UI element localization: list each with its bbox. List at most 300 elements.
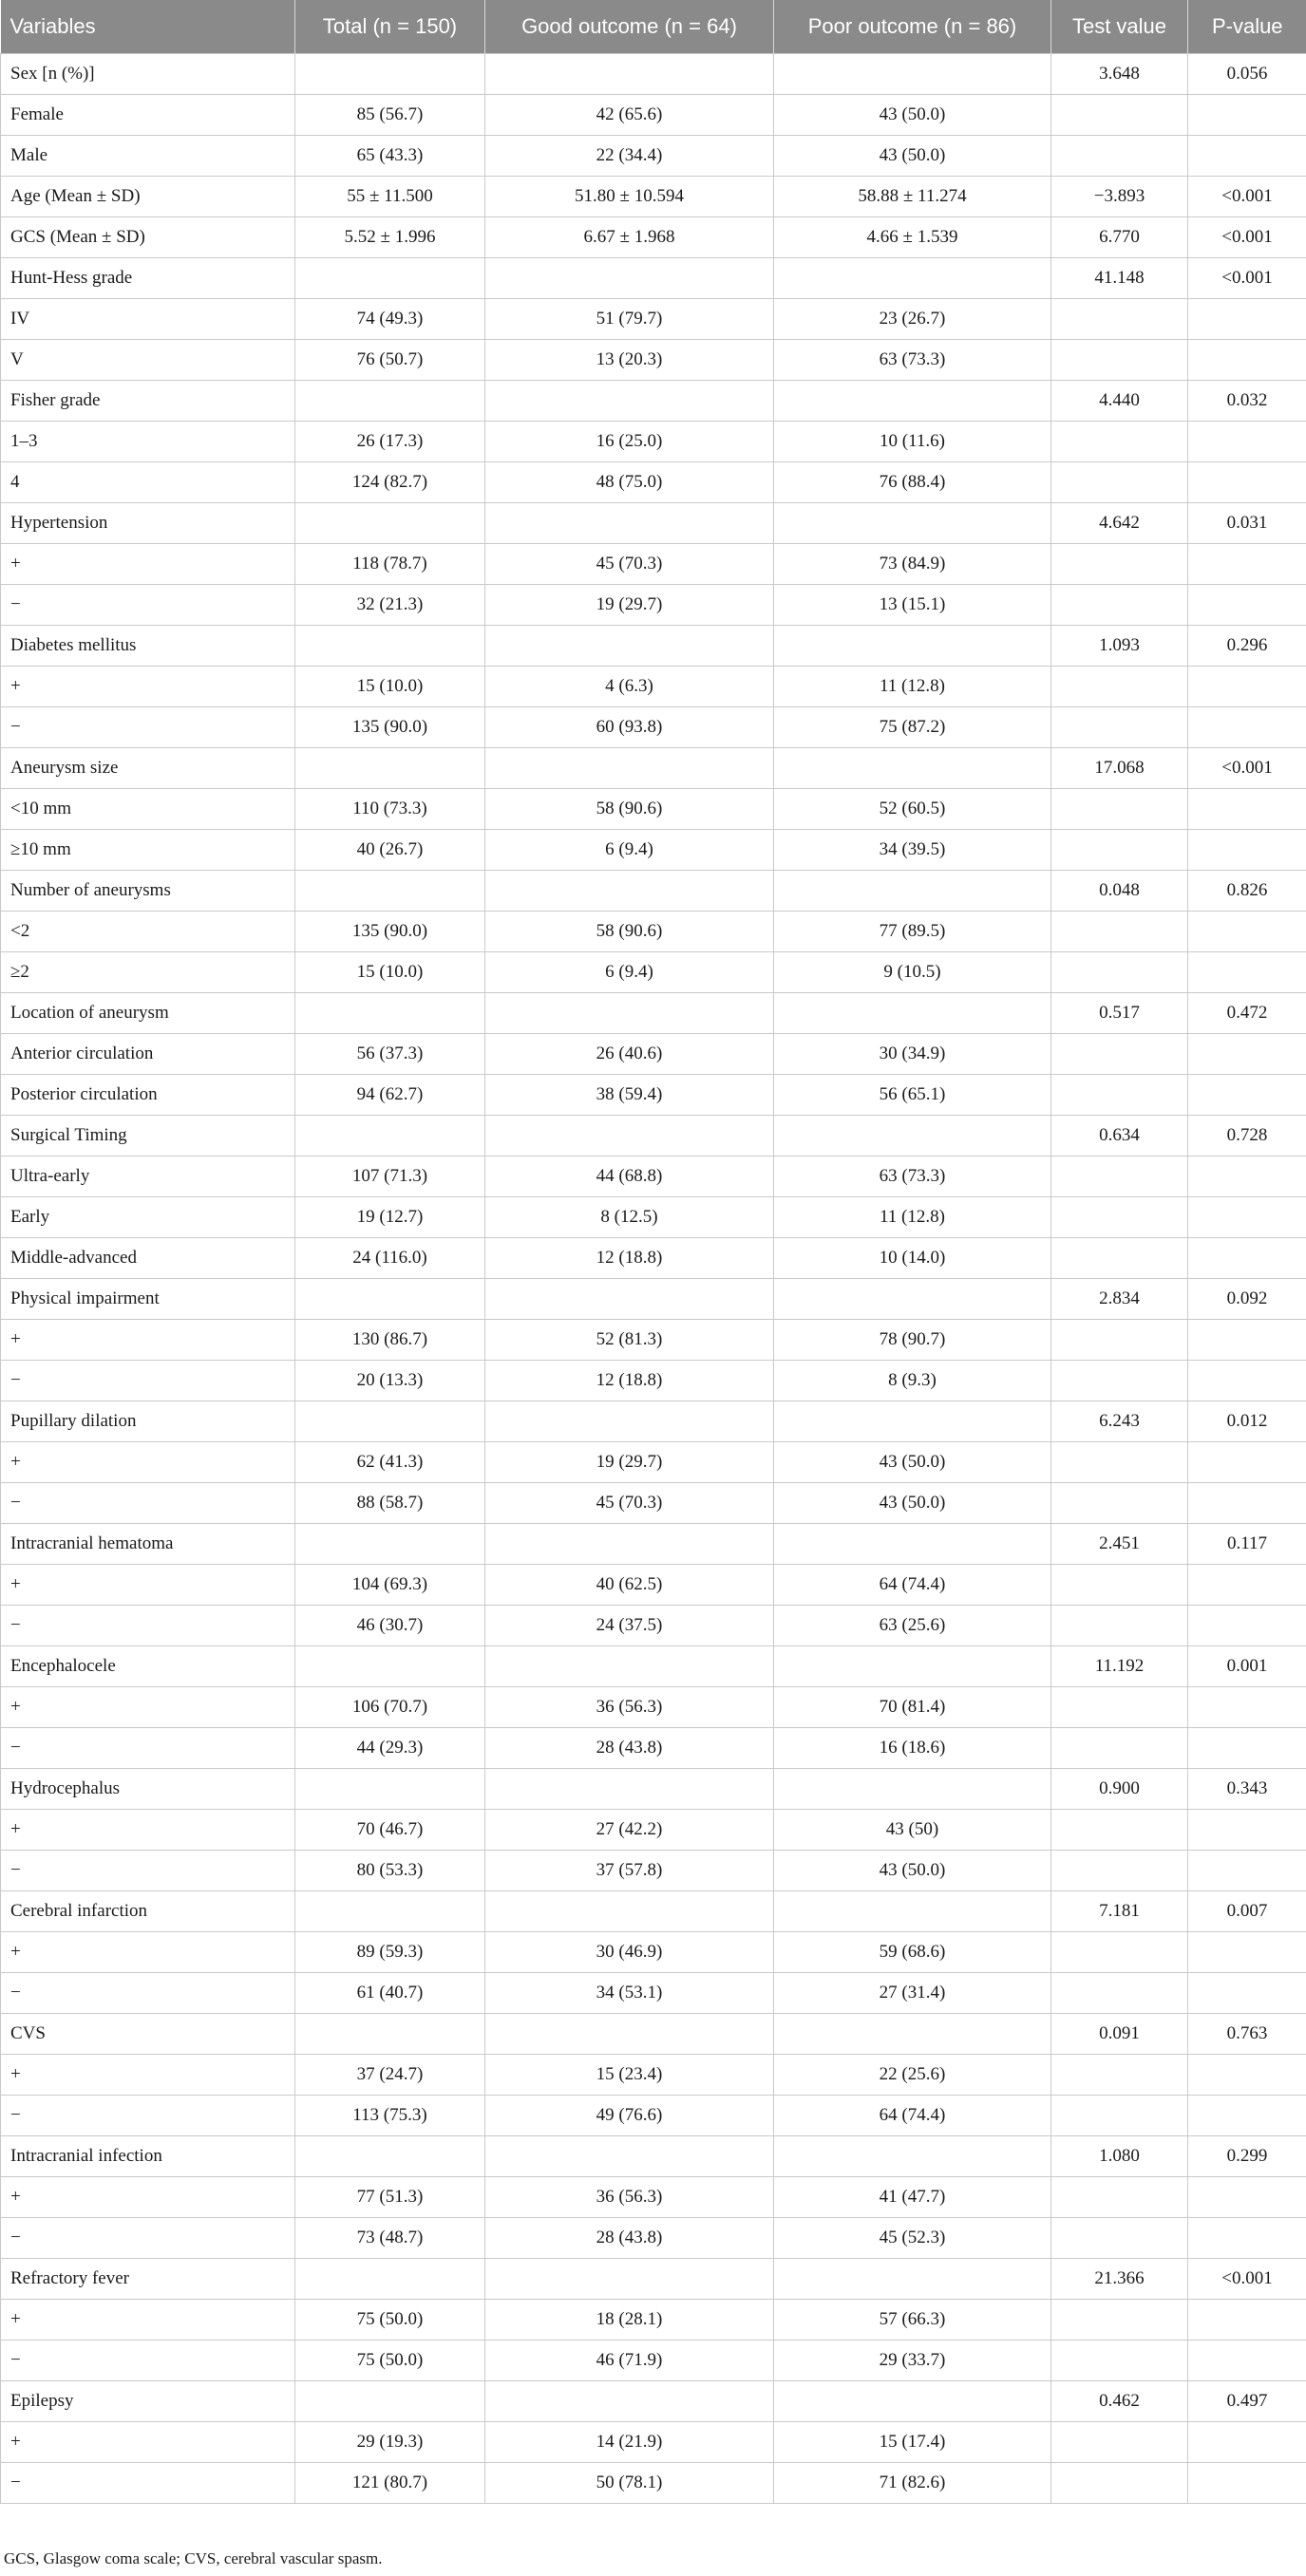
- cell-poor-outcome: [774, 1890, 1051, 1931]
- cell-poor-outcome: 77 (89.5): [774, 911, 1051, 951]
- cell-test-value: [1051, 421, 1188, 461]
- cell-p-value: [1188, 1441, 1306, 1482]
- cell-variable: +: [1, 2176, 295, 2217]
- table-row: [1, 94, 1306, 135]
- cell-total: 73 (48.7): [295, 2217, 485, 2258]
- cell-good-outcome: [485, 1278, 774, 1319]
- cell-variable: GCS (Mean ± SD): [1, 216, 295, 257]
- cell-good-outcome: [485, 2258, 774, 2299]
- cell-total: 24 (116.0): [295, 1237, 485, 1278]
- header-row: [1, 0, 1306, 53]
- cell-variable: Male: [1, 135, 295, 176]
- table-row: [1, 625, 1306, 666]
- table-row: [1, 2013, 1306, 2054]
- cell-p-value: 0.343: [1188, 1768, 1306, 1809]
- cell-variable: 1–3: [1, 421, 295, 461]
- cell-p-value: [1188, 1360, 1306, 1401]
- cell-poor-outcome: 57 (66.3): [774, 2299, 1051, 2340]
- cell-variable: +: [1, 1441, 295, 1482]
- cell-test-value: [1051, 1033, 1188, 1074]
- cell-variable: −: [1, 1482, 295, 1523]
- cell-p-value: 0.826: [1188, 870, 1306, 911]
- cell-variable: +: [1, 2299, 295, 2340]
- cell-p-value: [1188, 911, 1306, 951]
- cell-test-value: 1.093: [1051, 625, 1188, 666]
- cell-test-value: [1051, 1727, 1188, 1768]
- cell-p-value: [1188, 2054, 1306, 2095]
- cell-test-value: 2.451: [1051, 1523, 1188, 1564]
- table-row: [1, 1074, 1306, 1115]
- cell-variable: Physical impairment: [1, 1278, 295, 1319]
- table-row: [1, 2135, 1306, 2176]
- cell-p-value: 0.007: [1188, 1890, 1306, 1931]
- cell-total: 46 (30.7): [295, 1605, 485, 1645]
- table-row: [1, 788, 1306, 829]
- cell-test-value: [1051, 1237, 1188, 1278]
- cell-p-value: [1188, 1237, 1306, 1278]
- cell-good-outcome: 6.67 ± 1.968: [485, 216, 774, 257]
- cell-p-value: [1188, 788, 1306, 829]
- cell-total: 88 (58.7): [295, 1482, 485, 1523]
- cell-p-value: [1188, 2095, 1306, 2135]
- table-row: [1, 1401, 1306, 1441]
- cell-variable: <10 mm: [1, 788, 295, 829]
- cell-variable: −: [1, 2095, 295, 2135]
- cell-total: [295, 2013, 485, 2054]
- cell-poor-outcome: [774, 53, 1051, 94]
- cell-test-value: 1.080: [1051, 2135, 1188, 2176]
- cell-test-value: [1051, 1605, 1188, 1645]
- cell-total: 29 (19.3): [295, 2421, 485, 2462]
- cell-total: 135 (90.0): [295, 911, 485, 951]
- cell-p-value: [1188, 666, 1306, 706]
- cell-good-outcome: 22 (34.4): [485, 135, 774, 176]
- cell-test-value: [1051, 584, 1188, 625]
- cell-test-value: 0.517: [1051, 992, 1188, 1033]
- cell-variable: +: [1, 1319, 295, 1360]
- cell-p-value: 0.296: [1188, 625, 1306, 666]
- cell-poor-outcome: [774, 380, 1051, 421]
- cell-good-outcome: 52 (81.3): [485, 1319, 774, 1360]
- cell-poor-outcome: 63 (25.6): [774, 1605, 1051, 1645]
- cell-test-value: 0.634: [1051, 1115, 1188, 1156]
- cell-poor-outcome: [774, 2258, 1051, 2299]
- cell-total: 135 (90.0): [295, 706, 485, 747]
- cell-good-outcome: 40 (62.5): [485, 1564, 774, 1605]
- cell-good-outcome: 12 (18.8): [485, 1360, 774, 1401]
- cell-variable: +: [1, 1809, 295, 1850]
- cell-test-value: [1051, 2217, 1188, 2258]
- cell-variable: −: [1, 2217, 295, 2258]
- cell-test-value: [1051, 339, 1188, 380]
- cell-variable: ≥10 mm: [1, 829, 295, 870]
- cell-variable: Age (Mean ± SD): [1, 176, 295, 216]
- cell-variable: Cerebral infarction: [1, 1890, 295, 1931]
- cell-total: 37 (24.7): [295, 2054, 485, 2095]
- table-row: [1, 421, 1306, 461]
- cell-poor-outcome: [774, 2380, 1051, 2421]
- cell-good-outcome: [485, 625, 774, 666]
- cell-good-outcome: [485, 1890, 774, 1931]
- cell-p-value: [1188, 1686, 1306, 1727]
- cell-total: 74 (49.3): [295, 298, 485, 339]
- cell-total: 75 (50.0): [295, 2340, 485, 2380]
- cell-p-value: [1188, 584, 1306, 625]
- cell-p-value: <0.001: [1188, 2258, 1306, 2299]
- table-row: [1, 829, 1306, 870]
- cell-total: 40 (26.7): [295, 829, 485, 870]
- cell-variable: −: [1, 1605, 295, 1645]
- cell-p-value: [1188, 1972, 1306, 2013]
- cell-poor-outcome: 43 (50.0): [774, 1850, 1051, 1890]
- cell-total: 15 (10.0): [295, 666, 485, 706]
- table-row: [1, 1482, 1306, 1523]
- table-row: [1, 2299, 1306, 2340]
- cell-p-value: [1188, 2176, 1306, 2217]
- cell-poor-outcome: 58.88 ± 11.274: [774, 176, 1051, 216]
- cell-p-value: [1188, 298, 1306, 339]
- cell-p-value: [1188, 461, 1306, 502]
- cell-variable: Number of aneurysms: [1, 870, 295, 911]
- cell-variable: −: [1, 2340, 295, 2380]
- cell-test-value: [1051, 1319, 1188, 1360]
- cell-p-value: [1188, 2217, 1306, 2258]
- table-row: [1, 2217, 1306, 2258]
- cell-good-outcome: [485, 1401, 774, 1441]
- header-p-value: P-value: [1188, 0, 1306, 53]
- cell-test-value: [1051, 829, 1188, 870]
- table-row: [1, 2421, 1306, 2462]
- cell-total: 130 (86.7): [295, 1319, 485, 1360]
- cell-poor-outcome: [774, 992, 1051, 1033]
- cell-total: 85 (56.7): [295, 94, 485, 135]
- cell-poor-outcome: 11 (12.8): [774, 666, 1051, 706]
- cell-poor-outcome: 75 (87.2): [774, 706, 1051, 747]
- table-row: [1, 1605, 1306, 1645]
- cell-variable: 4: [1, 461, 295, 502]
- cell-test-value: 0.900: [1051, 1768, 1188, 1809]
- cell-total: [295, 992, 485, 1033]
- cell-good-outcome: 49 (76.6): [485, 2095, 774, 2135]
- cell-total: [295, 1768, 485, 1809]
- cell-p-value: [1188, 1809, 1306, 1850]
- cell-good-outcome: [485, 1115, 774, 1156]
- cell-variable: −: [1, 1360, 295, 1401]
- cell-variable: −: [1, 584, 295, 625]
- cell-test-value: [1051, 1564, 1188, 1605]
- cell-p-value: [1188, 951, 1306, 992]
- cell-p-value: [1188, 543, 1306, 584]
- cell-poor-outcome: 34 (39.5): [774, 829, 1051, 870]
- cell-variable: Hypertension: [1, 502, 295, 543]
- cell-good-outcome: 18 (28.1): [485, 2299, 774, 2340]
- cell-p-value: [1188, 1564, 1306, 1605]
- cell-poor-outcome: 13 (15.1): [774, 584, 1051, 625]
- cell-good-outcome: 37 (57.8): [485, 1850, 774, 1890]
- cell-poor-outcome: 59 (68.6): [774, 1931, 1051, 1972]
- cell-variable: Surgical Timing: [1, 1115, 295, 1156]
- cell-poor-outcome: 27 (31.4): [774, 1972, 1051, 2013]
- cell-total: [295, 747, 485, 788]
- cell-p-value: [1188, 829, 1306, 870]
- cell-test-value: [1051, 543, 1188, 584]
- cell-test-value: [1051, 2421, 1188, 2462]
- cell-test-value: 0.048: [1051, 870, 1188, 911]
- cell-test-value: [1051, 911, 1188, 951]
- cell-good-outcome: [485, 2135, 774, 2176]
- table-row: [1, 543, 1306, 584]
- cell-test-value: [1051, 1972, 1188, 2013]
- cell-test-value: 0.462: [1051, 2380, 1188, 2421]
- table-row: [1, 2258, 1306, 2299]
- cell-variable: V: [1, 339, 295, 380]
- cell-good-outcome: 58 (90.6): [485, 788, 774, 829]
- cell-test-value: 17.068: [1051, 747, 1188, 788]
- cell-good-outcome: [485, 2380, 774, 2421]
- cell-variable: −: [1, 2462, 295, 2503]
- table-row: [1, 1645, 1306, 1686]
- cell-p-value: 0.763: [1188, 2013, 1306, 2054]
- cell-good-outcome: 36 (56.3): [485, 1686, 774, 1727]
- table-row: [1, 992, 1306, 1033]
- cell-test-value: −3.893: [1051, 176, 1188, 216]
- cell-total: [295, 53, 485, 94]
- cell-p-value: [1188, 135, 1306, 176]
- cell-good-outcome: 36 (56.3): [485, 2176, 774, 2217]
- cell-test-value: [1051, 1441, 1188, 1482]
- cell-variable: Posterior circulation: [1, 1074, 295, 1115]
- cell-total: 26 (17.3): [295, 421, 485, 461]
- table-row: [1, 1523, 1306, 1564]
- cell-good-outcome: [485, 1523, 774, 1564]
- cell-total: 70 (46.7): [295, 1809, 485, 1850]
- table-row: [1, 2054, 1306, 2095]
- cell-poor-outcome: 10 (14.0): [774, 1237, 1051, 1278]
- cell-poor-outcome: 43 (50.0): [774, 1482, 1051, 1523]
- table-row: [1, 706, 1306, 747]
- cell-poor-outcome: 45 (52.3): [774, 2217, 1051, 2258]
- cell-good-outcome: 14 (21.9): [485, 2421, 774, 2462]
- cell-variable: Sex [n (%)]: [1, 53, 295, 94]
- cell-total: 80 (53.3): [295, 1850, 485, 1890]
- cell-variable: −: [1, 1850, 295, 1890]
- cell-total: [295, 1645, 485, 1686]
- cell-p-value: [1188, 339, 1306, 380]
- table-footnote: GCS, Glasgow coma scale; CVS, cerebral vascular spasm.: [4, 2549, 383, 2567]
- cell-variable: Hydrocephalus: [1, 1768, 295, 1809]
- table-row: [1, 1727, 1306, 1768]
- table-row: [1, 1972, 1306, 2013]
- cell-total: 19 (12.7): [295, 1196, 485, 1237]
- cell-poor-outcome: 64 (74.4): [774, 1564, 1051, 1605]
- cell-test-value: [1051, 2176, 1188, 2217]
- cell-p-value: 0.001: [1188, 1645, 1306, 1686]
- cell-test-value: [1051, 666, 1188, 706]
- cell-poor-outcome: [774, 625, 1051, 666]
- cell-test-value: [1051, 1360, 1188, 1401]
- cell-variable: Middle-advanced: [1, 1237, 295, 1278]
- cell-good-outcome: 42 (65.6): [485, 94, 774, 135]
- cell-total: [295, 1523, 485, 1564]
- table-row: [1, 135, 1306, 176]
- cell-good-outcome: 50 (78.1): [485, 2462, 774, 2503]
- cell-good-outcome: 46 (71.9): [485, 2340, 774, 2380]
- cell-poor-outcome: 4.66 ± 1.539: [774, 216, 1051, 257]
- cell-good-outcome: 51.80 ± 10.594: [485, 176, 774, 216]
- cell-good-outcome: 4 (6.3): [485, 666, 774, 706]
- cell-poor-outcome: 64 (74.4): [774, 2095, 1051, 2135]
- cell-poor-outcome: 9 (10.5): [774, 951, 1051, 992]
- cell-variable: +: [1, 1931, 295, 1972]
- cell-good-outcome: 19 (29.7): [485, 1441, 774, 1482]
- cell-test-value: [1051, 2340, 1188, 2380]
- cell-poor-outcome: 71 (82.6): [774, 2462, 1051, 2503]
- cell-p-value: [1188, 1931, 1306, 1972]
- table-row: [1, 461, 1306, 502]
- cell-p-value: [1188, 1482, 1306, 1523]
- cell-variable: Pupillary dilation: [1, 1401, 295, 1441]
- cell-total: 5.52 ± 1.996: [295, 216, 485, 257]
- cell-total: 56 (37.3): [295, 1033, 485, 1074]
- table-row: [1, 2095, 1306, 2135]
- table-row: [1, 298, 1306, 339]
- cell-total: [295, 1115, 485, 1156]
- cell-poor-outcome: 29 (33.7): [774, 2340, 1051, 2380]
- cell-total: 113 (75.3): [295, 2095, 485, 2135]
- cell-good-outcome: 6 (9.4): [485, 829, 774, 870]
- cell-good-outcome: 58 (90.6): [485, 911, 774, 951]
- cell-poor-outcome: 10 (11.6): [774, 421, 1051, 461]
- cell-good-outcome: 6 (9.4): [485, 951, 774, 992]
- cell-variable: Encephalocele: [1, 1645, 295, 1686]
- cell-good-outcome: 44 (68.8): [485, 1156, 774, 1196]
- cell-poor-outcome: 15 (17.4): [774, 2421, 1051, 2462]
- cell-total: [295, 1890, 485, 1931]
- cell-test-value: [1051, 2054, 1188, 2095]
- table-header: [1, 0, 1306, 53]
- cell-p-value: [1188, 1196, 1306, 1237]
- table-row: [1, 216, 1306, 257]
- cell-poor-outcome: [774, 870, 1051, 911]
- cell-p-value: [1188, 2299, 1306, 2340]
- cell-variable: <2: [1, 911, 295, 951]
- cell-variable: Aneurysm size: [1, 747, 295, 788]
- cell-good-outcome: 38 (59.4): [485, 1074, 774, 1115]
- cell-good-outcome: [485, 380, 774, 421]
- cell-poor-outcome: [774, 1768, 1051, 1809]
- cell-variable: Anterior circulation: [1, 1033, 295, 1074]
- cell-total: 121 (80.7): [295, 2462, 485, 2503]
- header-total: Total (n = 150): [295, 0, 485, 53]
- cell-poor-outcome: 63 (73.3): [774, 1156, 1051, 1196]
- cell-p-value: 0.032: [1188, 380, 1306, 421]
- table-row: [1, 1809, 1306, 1850]
- cell-good-outcome: [485, 2013, 774, 2054]
- cell-p-value: [1188, 1727, 1306, 1768]
- cell-good-outcome: 60 (93.8): [485, 706, 774, 747]
- cell-total: 89 (59.3): [295, 1931, 485, 1972]
- cell-poor-outcome: 56 (65.1): [774, 1074, 1051, 1115]
- cell-p-value: [1188, 2421, 1306, 2462]
- cell-poor-outcome: [774, 1115, 1051, 1156]
- cell-total: [295, 2135, 485, 2176]
- header-test-value: Test value: [1051, 0, 1188, 53]
- cell-total: 106 (70.7): [295, 1686, 485, 1727]
- cell-test-value: [1051, 1156, 1188, 1196]
- cell-variable: Intracranial infection: [1, 2135, 295, 2176]
- cell-p-value: [1188, 2340, 1306, 2380]
- cell-variable: Epilepsy: [1, 2380, 295, 2421]
- cell-poor-outcome: 78 (90.7): [774, 1319, 1051, 1360]
- cell-p-value: 0.117: [1188, 1523, 1306, 1564]
- cell-total: 118 (78.7): [295, 543, 485, 584]
- cell-variable: −: [1, 1972, 295, 2013]
- cell-p-value: <0.001: [1188, 257, 1306, 298]
- cell-good-outcome: 13 (20.3): [485, 339, 774, 380]
- cell-poor-outcome: 22 (25.6): [774, 2054, 1051, 2095]
- cell-poor-outcome: 43 (50.0): [774, 94, 1051, 135]
- cell-poor-outcome: 76 (88.4): [774, 461, 1051, 502]
- cell-good-outcome: 27 (42.2): [485, 1809, 774, 1850]
- table-body: [1, 53, 1306, 2503]
- cell-test-value: 3.648: [1051, 53, 1188, 94]
- cell-p-value: <0.001: [1188, 747, 1306, 788]
- table-row: [1, 584, 1306, 625]
- cell-good-outcome: 48 (75.0): [485, 461, 774, 502]
- table-row: [1, 502, 1306, 543]
- cell-test-value: 7.181: [1051, 1890, 1188, 1931]
- table-row: [1, 1686, 1306, 1727]
- cell-total: 77 (51.3): [295, 2176, 485, 2217]
- cell-poor-outcome: [774, 747, 1051, 788]
- cell-p-value: 0.497: [1188, 2380, 1306, 2421]
- cell-variable: Intracranial hematoma: [1, 1523, 295, 1564]
- cell-p-value: [1188, 2462, 1306, 2503]
- cell-poor-outcome: [774, 1278, 1051, 1319]
- cell-test-value: [1051, 2462, 1188, 2503]
- cell-poor-outcome: 41 (47.7): [774, 2176, 1051, 2217]
- cell-poor-outcome: 43 (50.0): [774, 135, 1051, 176]
- cell-p-value: 0.728: [1188, 1115, 1306, 1156]
- cell-variable: CVS: [1, 2013, 295, 2054]
- cell-p-value: 0.092: [1188, 1278, 1306, 1319]
- cell-p-value: [1188, 706, 1306, 747]
- table-row: [1, 911, 1306, 951]
- cell-good-outcome: 19 (29.7): [485, 584, 774, 625]
- cell-p-value: [1188, 1319, 1306, 1360]
- cell-good-outcome: 28 (43.8): [485, 2217, 774, 2258]
- cell-good-outcome: 16 (25.0): [485, 421, 774, 461]
- cell-test-value: [1051, 1931, 1188, 1972]
- cell-good-outcome: 45 (70.3): [485, 1482, 774, 1523]
- cell-p-value: 0.056: [1188, 53, 1306, 94]
- cell-poor-outcome: [774, 2013, 1051, 2054]
- cell-total: [295, 870, 485, 911]
- cell-test-value: [1051, 951, 1188, 992]
- table-row: [1, 1237, 1306, 1278]
- cell-test-value: 0.091: [1051, 2013, 1188, 2054]
- table-row: [1, 1278, 1306, 1319]
- cell-total: 20 (13.3): [295, 1360, 485, 1401]
- cell-good-outcome: [485, 870, 774, 911]
- cell-good-outcome: 8 (12.5): [485, 1196, 774, 1237]
- cell-poor-outcome: 43 (50.0): [774, 1441, 1051, 1482]
- cell-total: [295, 625, 485, 666]
- table-row: [1, 666, 1306, 706]
- table-row: [1, 1768, 1306, 1809]
- cell-p-value: <0.001: [1188, 216, 1306, 257]
- table-row: [1, 2380, 1306, 2421]
